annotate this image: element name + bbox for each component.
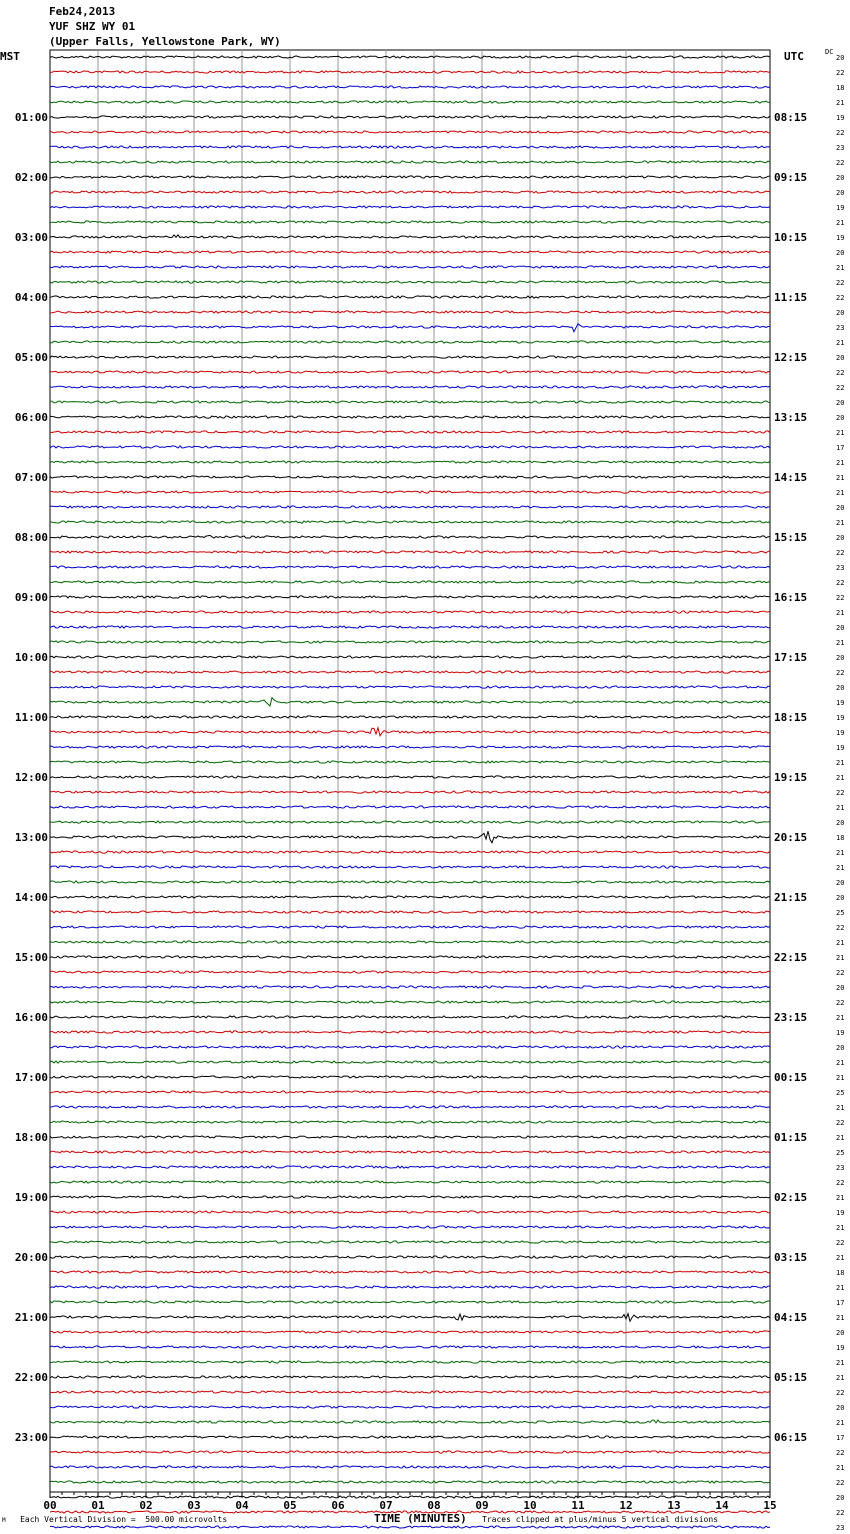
mst-hour-label: 15:00 [14,951,48,964]
trace-row [50,86,770,88]
utc-hour-label: 06:15 [774,1431,808,1444]
trace-row [50,1046,770,1048]
dc-offset-label: 20 [836,879,845,887]
dc-offset-label: 20 [836,414,845,422]
trace-row [50,161,770,163]
trace-row [50,371,770,373]
dc-offset-label: 21 [836,219,845,227]
trace-row [50,1376,770,1378]
trace-row [50,1061,770,1063]
dc-offset-label: 21 [836,1014,845,1022]
dc-offset-label: 21 [836,264,845,272]
trace-row [50,641,770,643]
trace-row [50,941,770,943]
dc-offset-label: 22 [836,69,845,77]
trace-row [50,476,770,478]
dc-offset-label: 19 [836,729,845,737]
trace-row [50,281,770,283]
dc-offset-label: 22 [836,594,845,602]
dc-offset-label: 20 [836,1404,845,1412]
dc-offset-label: 21 [836,1104,845,1112]
dc-offset-label: 19 [836,234,845,242]
dc-offset-label: 23 [836,1524,845,1532]
dc-offset-label: 19 [836,744,845,752]
dc-offset-label: 21 [836,1224,845,1232]
dc-offset-label: 25 [836,909,845,917]
dc-offset-label: 19 [836,204,845,212]
dc-offset-label: 20 [836,189,845,197]
trace-row [50,1286,770,1288]
trace-row [50,1436,770,1438]
dc-offset-label: 21 [836,339,845,347]
x-tick-label: 00 [43,1499,57,1512]
mst-hour-label: 16:00 [14,1011,48,1024]
trace-row [50,1031,770,1033]
utc-hour-label: 02:15 [774,1191,808,1204]
trace-row [50,1106,770,1108]
dc-offset-label: 17 [836,1434,845,1442]
dc-offset-label: 21 [836,759,845,767]
dc-offset-label: 20 [836,504,845,512]
mst-hour-label: 04:00 [14,291,48,304]
trace-row [50,1406,770,1408]
utc-hour-label: 19:15 [774,771,808,784]
trace-row [50,611,770,613]
trace-row [50,56,770,58]
mst-hour-label: 11:00 [14,711,48,724]
mst-hour-label: 18:00 [14,1131,48,1144]
trace-row [50,956,770,958]
dc-offset-label: 20 [836,534,845,542]
mst-hour-label: 08:00 [14,531,48,544]
trace-row [50,1226,770,1228]
utc-hour-label: 01:15 [774,1131,808,1144]
mst-hour-label: 12:00 [14,771,48,784]
dc-offset-label: 20 [836,654,845,662]
dc-offset-label: 21 [836,1134,845,1142]
trace-row [50,116,770,118]
dc-offset-label: 20 [836,819,845,827]
dc-offset-label: 22 [836,384,845,392]
dc-offset-label: 22 [836,1479,845,1487]
dc-offset-label: 20 [836,174,845,182]
dc-offset-label: 18 [836,1269,845,1277]
utc-hour-label: 04:15 [774,1311,808,1324]
mst-hour-label: 03:00 [14,231,48,244]
dc-offset-label: 22 [836,369,845,377]
trace-row [50,716,770,718]
trace-row [50,71,770,73]
plot-frame [50,50,770,1492]
x-tick-label: 05 [283,1499,297,1512]
dc-offset-label: 22 [836,129,845,137]
dc-offset-label: 21 [836,1254,845,1262]
dc-offset-label: 22 [836,924,845,932]
dc-offset-label: 22 [836,159,845,167]
x-tick-label: 03 [187,1499,201,1512]
mst-hour-label: 20:00 [14,1251,48,1264]
trace-row [50,491,770,493]
dc-offset-label: 21 [836,609,845,617]
trace-row [50,776,770,778]
utc-hour-label: 22:15 [774,951,808,964]
x-tick-label: 12 [619,1499,633,1512]
dc-offset-label: 23 [836,1164,845,1172]
trace-row [50,1466,770,1468]
trace-row [50,698,770,706]
trace-row [50,671,770,673]
dc-offset-label: 22 [836,279,845,287]
trace-row [50,596,770,598]
dc-offset-label: 22 [836,1449,845,1457]
utc-hour-label: 13:15 [774,411,808,424]
utc-hour-label: 03:15 [774,1251,808,1264]
dc-offset-label: 22 [836,789,845,797]
utc-hour-label: 10:15 [774,231,808,244]
trace-row [50,1481,770,1483]
utc-hour-label: 14:15 [774,471,808,484]
dc-offset-label: 21 [836,1074,845,1082]
trace-row [50,1420,770,1423]
dc-offset-label: 22 [836,1119,845,1127]
right-timezone-label: UTC [784,50,804,63]
dc-offset-label: 20 [836,1329,845,1337]
trace-row [50,386,770,388]
trace-row [50,311,770,313]
trace-row [50,806,770,808]
trace-row [50,728,770,736]
mst-hour-label: 01:00 [14,111,48,124]
dc-offset-label: 19 [836,1344,845,1352]
trace-row [50,1166,770,1168]
dc-offset-label: 21 [836,954,845,962]
trace-row [50,206,770,208]
dc-offset-label: 22 [836,1239,845,1247]
dc-offset-label: 22 [836,579,845,587]
trace-row [50,1271,770,1273]
utc-hour-label: 15:15 [774,531,808,544]
trace-row [50,761,770,763]
dc-offset-label: 21 [836,1284,845,1292]
mst-hour-label: 10:00 [14,651,48,664]
x-tick-label: 14 [715,1499,729,1512]
dc-offset-label: 20 [836,894,845,902]
dc-offset-label: 19 [836,114,845,122]
dc-column-label: DC [825,48,834,56]
trace-row [50,656,770,658]
trace-row [50,821,770,823]
utc-hour-label: 16:15 [774,591,808,604]
x-tick-label: 08 [427,1499,441,1512]
trace-row [50,101,770,103]
x-tick-label: 07 [379,1499,393,1512]
trace-row [50,551,770,553]
trace-row [50,356,770,358]
dc-offset-label: 22 [836,1509,845,1517]
dc-offset-label: 20 [836,54,845,62]
x-tick-label: 11 [571,1499,585,1512]
trace-row [50,296,770,298]
trace-row [50,1136,770,1138]
trace-row [50,986,770,988]
dc-offset-label: 25 [836,1089,845,1097]
trace-row [50,686,770,688]
trace-row [50,1361,770,1363]
mst-hour-label: 19:00 [14,1191,48,1204]
trace-row [50,1001,770,1003]
mst-hour-label: 06:00 [14,411,48,424]
dc-offset-label: 19 [836,699,845,707]
mst-hour-label: 21:00 [14,1311,48,1324]
x-tick-label: 04 [235,1499,249,1512]
dc-offset-label: 21 [836,849,845,857]
dc-offset-label: 21 [836,1359,845,1367]
dc-offset-label: 23 [836,324,845,332]
mst-hour-label: 05:00 [14,351,48,364]
trace-row [50,1121,770,1123]
dc-offset-label: 23 [836,144,845,152]
utc-hour-label: 00:15 [774,1071,808,1084]
dc-offset-label: 22 [836,1179,845,1187]
dc-offset-label: 22 [836,669,845,677]
trace-row [50,1301,770,1303]
dc-offset-label: 19 [836,714,845,722]
trace-row [50,535,770,538]
x-axis-title: TIME (MINUTES) [374,1512,467,1525]
x-tick-label: 01 [91,1499,105,1512]
trace-row [50,1451,770,1453]
trace-row [50,926,770,928]
trace-row [50,581,770,583]
utc-hour-label: 08:15 [774,111,808,124]
utc-hour-label: 11:15 [774,291,808,304]
dc-offset-label: 22 [836,1389,845,1397]
trace-row [50,1346,770,1348]
dc-offset-label: 19 [836,1029,845,1037]
dc-offset-label: 22 [836,294,845,302]
x-tick-label: 13 [667,1499,681,1512]
trace-row [50,235,770,238]
scale-mark: M [2,1517,6,1524]
trace-row [50,146,770,148]
trace-row [50,446,770,448]
trace-row [50,1241,770,1243]
mst-hour-label: 09:00 [14,591,48,604]
x-tick-label: 10 [523,1499,537,1512]
trace-row [50,746,770,748]
trace-row [50,791,770,793]
dc-offset-label: 18 [836,84,845,92]
trace-row [50,461,770,463]
trace-row [50,851,770,853]
trace-row [50,176,770,178]
utc-hour-label: 20:15 [774,831,808,844]
trace-row [50,1526,770,1528]
trace-row [50,1496,770,1498]
utc-hour-label: 12:15 [774,351,808,364]
trace-row [50,881,770,883]
dc-offset-label: 19 [836,1209,845,1217]
trace-row [50,1151,770,1153]
trace-row [50,1016,770,1018]
utc-hour-label: 09:15 [774,171,808,184]
dc-offset-label: 21 [836,1374,845,1382]
utc-hour-label: 05:15 [774,1371,808,1384]
dc-offset-label: 17 [836,444,845,452]
trace-row [50,506,770,508]
utc-hour-label: 18:15 [774,711,808,724]
utc-hour-label: 17:15 [774,651,808,664]
trace-row [50,1076,770,1078]
trace-row [50,416,770,418]
left-timezone-label: MST [0,50,20,63]
mst-hour-label: 02:00 [14,171,48,184]
dc-offset-label: 21 [836,519,845,527]
x-tick-label: 09 [475,1499,489,1512]
mst-hour-label: 07:00 [14,471,48,484]
trace-row [50,896,770,898]
dc-offset-label: 21 [836,864,845,872]
trace-row [50,131,770,133]
dc-offset-label: 21 [836,1194,845,1202]
dc-offset-label: 22 [836,999,845,1007]
trace-row [50,971,770,973]
dc-offset-label: 20 [836,309,845,317]
mst-hour-label: 17:00 [14,1071,48,1084]
dc-offset-label: 23 [836,564,845,572]
dc-offset-label: 21 [836,474,845,482]
trace-row [50,341,770,343]
trace-row [50,1196,770,1198]
chart-date-title: Feb24,2013 [49,5,116,18]
dc-offset-label: 21 [836,489,845,497]
dc-offset-label: 20 [836,249,845,257]
dc-offset-label: 21 [836,429,845,437]
trace-row [50,1181,770,1183]
x-tick-label: 15 [763,1499,777,1512]
dc-offset-label: 21 [836,1059,845,1067]
x-tick-label: 06 [331,1499,345,1512]
trace-row [50,431,770,433]
dc-offset-label: 20 [836,399,845,407]
dc-offset-label: 17 [836,1299,845,1307]
station-location: (Upper Falls, Yellowstone Park, WY) [49,35,281,48]
station-code: YUF SHZ WY 01 [49,20,136,33]
x-tick-label: 02 [139,1499,153,1512]
mst-hour-label: 14:00 [14,891,48,904]
trace-row [50,1256,770,1258]
dc-offset-label: 25 [836,1149,845,1157]
dc-offset-label: 21 [836,804,845,812]
clip-note: Traces clipped at plus/minus 5 vertical divisions [482,1515,719,1524]
dc-offset-label: 21 [836,1314,845,1322]
dc-offset-label: 18 [836,834,845,842]
dc-offset-label: 20 [836,1044,845,1052]
trace-row [50,266,770,268]
trace-row [50,521,770,523]
vertical-scale-note [2,1515,227,1524]
dc-offset-label: 22 [836,549,845,557]
dc-offset-label: 20 [836,984,845,992]
utc-hour-label: 23:15 [774,1011,808,1024]
trace-row [50,566,770,568]
dc-offset-label: 22 [836,969,845,977]
mst-hour-label: 22:00 [14,1371,48,1384]
mst-hour-label: 23:00 [14,1431,48,1444]
trace-row [50,831,770,843]
trace-row [50,626,770,628]
dc-offset-label: 20 [836,624,845,632]
trace-row [50,1314,770,1322]
trace-row [50,221,770,223]
dc-offset-label: 21 [836,774,845,782]
dc-offset-label: 20 [836,1494,845,1502]
trace-row [50,324,770,332]
trace-row [50,1211,770,1213]
trace-row [50,911,770,913]
utc-hour-label: 21:15 [774,891,808,904]
trace-row [50,1331,770,1333]
dc-offset-label: 21 [836,1464,845,1472]
trace-row [50,191,770,193]
dc-offset-label: 21 [836,99,845,107]
trace-row [50,401,770,403]
dc-offset-label: 21 [836,639,845,647]
trace-row [50,251,770,253]
dc-offset-label: 21 [836,1419,845,1427]
trace-row [50,1391,770,1393]
scale-text: Each Vertical Division = 500.00 microvolts [20,1515,228,1524]
trace-row [50,1091,770,1093]
trace-row [50,866,770,868]
dc-offset-label: 20 [836,684,845,692]
dc-offset-label: 20 [836,354,845,362]
dc-offset-label: 21 [836,939,845,947]
mst-hour-label: 13:00 [14,831,48,844]
dc-offset-label: 21 [836,459,845,467]
